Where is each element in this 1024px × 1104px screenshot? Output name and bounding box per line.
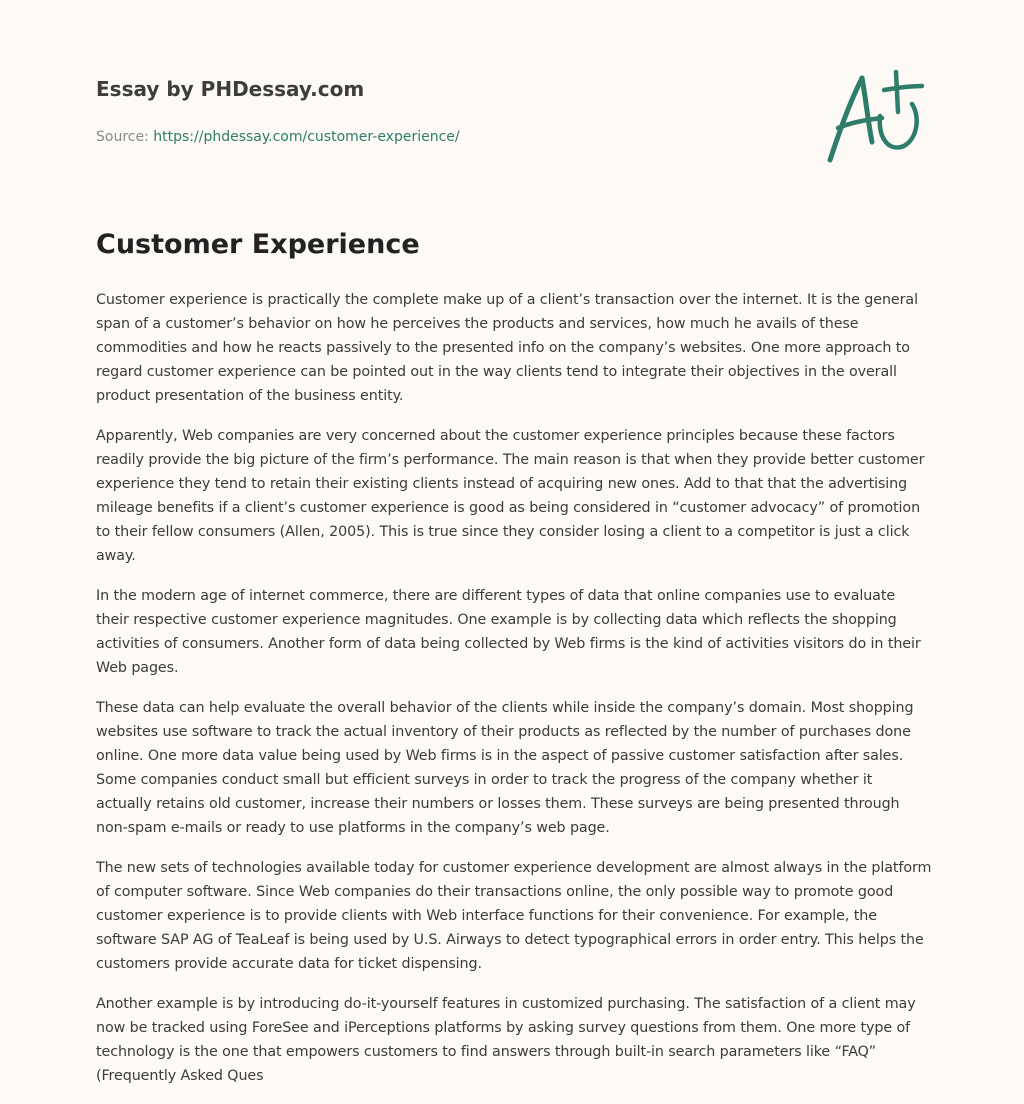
essay-title: Customer Experience xyxy=(96,229,420,260)
a-plus-grade-logo-icon xyxy=(822,66,926,166)
essay-paragraph: In the modern age of internet commerce, there are different types of data that online companies use to evaluate their respective customer experience magnitudes. One example is by collecting data which reflects the shopping activities of consumers. Another form of data being collected by Web firms is the kind of activities visitors do in their Web pages. xyxy=(96,588,921,676)
essay-paragraph: Customer experience is practically the complete make up of a client’s transaction over the internet. It is the general span of a customer’s behavior on how he perceives the products and services, how much he avails of these commodities and how he reacts passively to the presented info on the company’s websites. One more approach to regard customer experience can be pointed out in the way clients tend to integrate their objectives in the overall product presentation of the business entity. xyxy=(96,292,918,404)
essay-paragraph: Apparently, Web companies are very concerned about the customer experience principles because these factors readily provide the big picture of the firm’s performance. The main reason is that when they provide better customer experience they tend to retain their existing clients instead of acquiring new ones. Add to that that the advertising mileage benefits if a client’s customer experience is good as being considered in “customer advocacy” of promotion to their fellow consumers (Allen, 2005). This is true since they consider losing a client to a competitor is just a click away. xyxy=(96,428,925,564)
site-title: Essay by PHDessay.com xyxy=(96,77,365,101)
source-label: Source: xyxy=(96,129,149,145)
essay-paragraph: The new sets of technologies available today for customer experience development are almost always in the platform of computer software. Since Web companies do their transactions online, the only possible way to promote good customer experience is to provide clients with Web interface functions for their convenience. For example, the software SAP AG of TeaLeaf is being used by U.S. Airways to detect typographical errors in order entry. This helps the customers provide accurate data for ticket dispensing. xyxy=(96,860,932,972)
essay-paragraph: These data can help evaluate the overall behavior of the clients while inside the company’s domain. Most shopping websites use software to track the actual inventory of their products as reflected by the number of purchases done online. One more data value being used by Web firms is in the aspect of passive customer satisfaction after sales. Some companies conduct small but efficient surveys in order to track the progress of the company whether it actually retains old customer, increase their numbers or losses them. These surveys are being presented through non-spam e-mails or ready to use platforms in the company’s web page. xyxy=(96,700,914,836)
page-header xyxy=(96,74,796,147)
source-line xyxy=(96,127,796,147)
essay-content xyxy=(96,226,932,1104)
essay-paragraph: Another example is by introducing do-it-yourself features in customized purchasing. The satisfaction of a client may now be tracked using ForeSee and iPerceptions platforms by asking survey questions from them. One more type of technology is the one that empowers customers to find answers through built-in search parameters like “FAQ” (Frequently Asked Ques xyxy=(96,996,916,1084)
source-link[interactable]: https://phdessay.com/customer-experience/ xyxy=(153,129,460,145)
